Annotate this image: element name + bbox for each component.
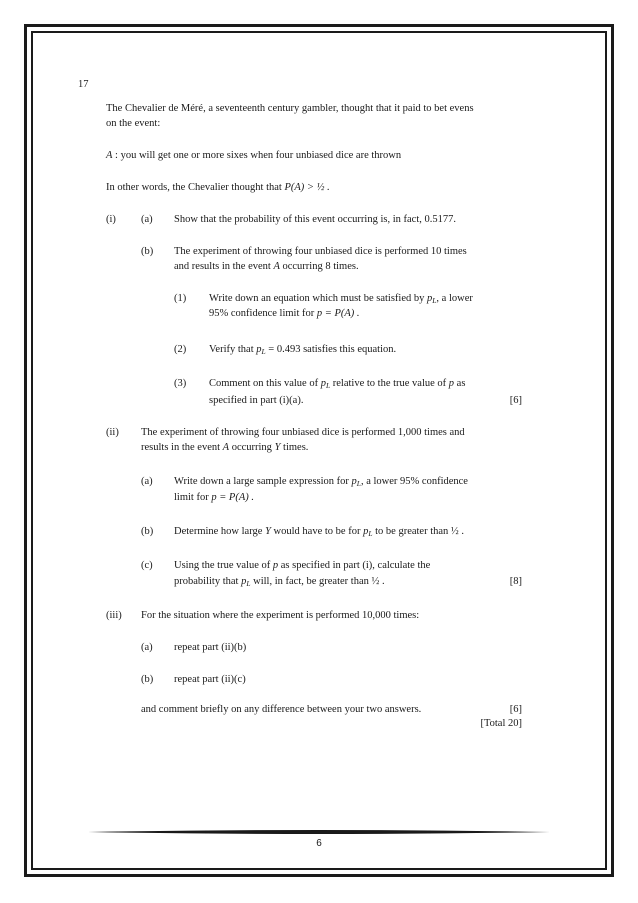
part-ii-line-1: The experiment of throwing four unbiased dice is performed 1,000 times and [141,427,465,438]
part-i-a-label: (a) [141,214,153,225]
part-iii-a-text: repeat part (ii)(b) [174,642,247,653]
part-ii-b-label: (b) [141,526,154,537]
part-ii-c-label: (c) [141,560,153,571]
part-iii-b-text: repeat part (ii)(c) [174,674,246,685]
part-i-b-3-line-2: specified in part (i)(a). [209,395,304,406]
part-ii-b-text: Determine how large Y would have to be for $p_L$ to be greater than ½ . [174,526,465,538]
part-iii-marks: [6] [509,704,522,715]
other-words [106,180,330,195]
part-iii-label: (iii) [106,610,122,621]
part-i-b-line-1: The experiment of throwing four unbiased dice is performed 10 times [174,246,467,257]
part-i-b-2-text: Verify that $p_L = 0.493$ satisfies this equation. [209,344,397,356]
page-number: 6 [316,838,322,849]
total-marks: [Total 20] [480,718,522,729]
part-iii-a-label: (a) [141,642,153,653]
part-ii-a-line-2: limit for p = P(A) . [174,492,254,503]
event-definition [106,148,401,163]
footer-rule [88,829,550,835]
part-ii-a-line-1: Write down a large sample expression for $p_L$, a lower 95% confidence [174,476,468,488]
part-i-marks: [6] [509,395,522,406]
part-i-a-text: Show that the probability of this event occurring is, in fact, 0.5177. [174,214,456,225]
event-text: : you will get one or more sixes when four unbiased dice are thrown [115,150,402,161]
intro-line-2: on the event: [106,118,161,129]
part-i-b-1-line-2: 95% confidence limit for p = P(A) . [209,308,360,319]
part-i-b-2-label: (2) [174,344,187,355]
part-ii-c-line-2: probability that $p_L$ will, in fact, be greater than ½ . [174,576,385,588]
question-number: 17 [78,79,89,90]
part-i-b-1-label: (1) [174,293,187,304]
part-i-b-label: (b) [141,246,154,257]
part-ii-a-label: (a) [141,476,153,487]
part-ii-c-line-1: Using the true value of p as specified in part (i), calculate the [174,560,431,571]
part-i-b-3-label: (3) [174,378,187,389]
event-symbol: A [106,150,113,161]
part-i-label: (i) [106,214,116,225]
part-iii-b-label: (b) [141,674,154,685]
part-i-b-3-line-1: Comment on this value of $p_L$ relative to the true value of p as [209,378,466,390]
part-ii-label: (ii) [106,427,119,438]
other-words-expr: P(A) > ½ . [284,182,330,193]
part-ii-line-2: results in the event A occurring Y times. [141,442,309,453]
part-i-b-line-2: and results in the event A occurring 8 times. [174,261,359,272]
other-words-prefix: In other words, the Chevalier thought that [106,182,282,193]
intro-line-1: The Chevalier de Méré, a seventeenth century gambler, thought that it paid to bet evens [106,103,474,114]
part-i-b-1-line-1: Write down an equation which must be satisfied by $p_L$, a lower [209,293,473,305]
part-iii-closing: and comment briefly on any difference between your two answers. [141,704,422,715]
part-iii-text: For the situation where the experiment is performed 10,000 times: [141,610,420,621]
part-ii-marks: [8] [509,576,522,587]
